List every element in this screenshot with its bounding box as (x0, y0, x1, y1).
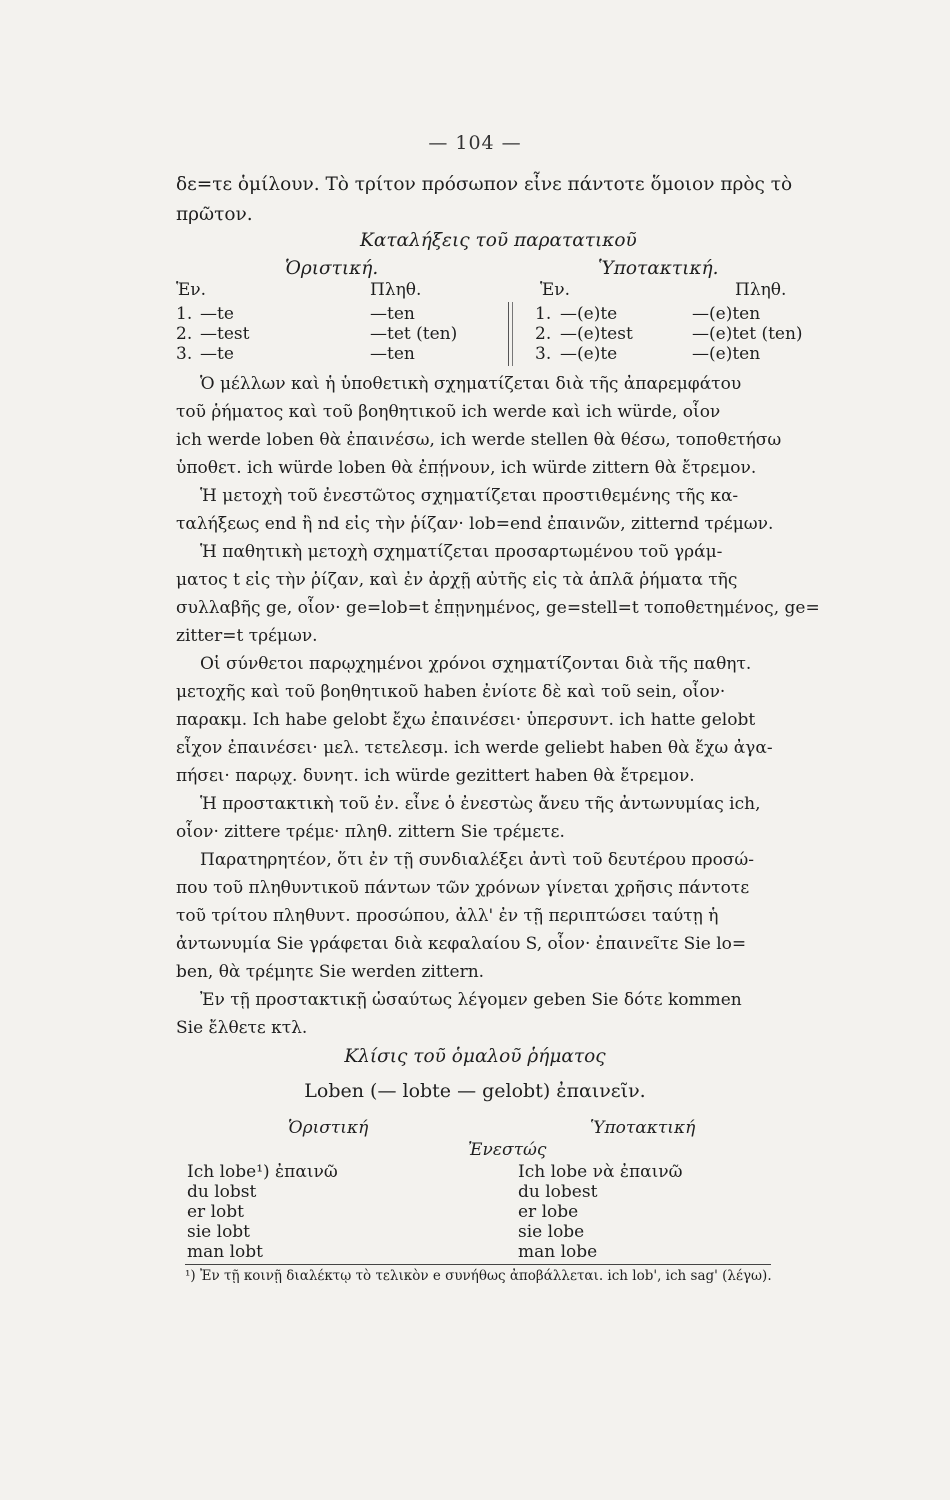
indicative-form: Ich lobe¹) ἐπαινῶ (187, 1162, 338, 1182)
row-number: 3. (176, 344, 193, 364)
body-text-line: ὑποθετ. ich würde loben θὰ ἐπῄνουν, ich würde zittern θὰ ἔτρεμον. (176, 458, 757, 478)
body-text-line: τοῦ τρίτου πληθυντ. προσώπου, ἀλλ' ἐν τῇ περιπτώσει ταύτῃ ἡ (176, 906, 719, 926)
row-number: 2. (535, 324, 552, 344)
body-text-line: Παρατηρητέον, ὅτι ἐν τῇ συνδιαλέξει ἀντὶ τοῦ δευτέρου προσώ- (200, 850, 755, 870)
column-head-singular: Ἑν. (540, 280, 571, 300)
body-text-line: Sie ἔλθετε κτλ. (176, 1018, 308, 1038)
ending-singular: —test (200, 324, 250, 344)
body-text-line: πήσει· παρῳχ. δυνητ. ich würde gezittert haben θὰ ἔτρεμον. (176, 766, 695, 786)
ending-plural: —(e)tet (ten) (692, 324, 803, 344)
indicative-form: sie lobt (187, 1222, 251, 1242)
body-text-line: ich werde loben θὰ ἐπαινέσω, ich werde stellen θὰ θέσω, τοποθετήσω (176, 430, 782, 450)
body-text-line: ben, θὰ τρέμητε Sie werden zittern. (176, 962, 485, 982)
ending-singular: —(e)te (560, 304, 618, 324)
ending-plural: —(e)ten (692, 304, 761, 324)
row-number: 1. (535, 304, 552, 324)
ending-plural: —tet (ten) (370, 324, 458, 344)
body-text-line: Ἡ προστακτικὴ τοῦ ἐν. εἶνε ὁ ἐνεστὼς ἄνευ τῆς ἀντωνυμίας ich, (200, 794, 761, 814)
subjunctive-form: er lobe (518, 1202, 579, 1222)
body-text-line: Ἐν τῇ προστακτικῇ ὡσαύτως λέγομεν geben Sie δότε kommen (200, 990, 742, 1010)
ending-plural: —ten (370, 304, 415, 324)
indicative-form: er lobt (187, 1202, 244, 1222)
ending-plural: —(e)ten (692, 344, 761, 364)
page-number: — 104 — (428, 132, 522, 154)
body-text-line: εἶχον ἐπαινέσει· μελ. τετελεσμ. ich werde geliebt haben θὰ ἔχω ἀγα- (176, 738, 773, 758)
subjunctive-form: sie lobe (518, 1222, 585, 1242)
column-head-plural: Πληθ. (735, 280, 787, 300)
subjunctive-form: du lobest (518, 1182, 598, 1202)
body-text-line: Οἱ σύνθετοι παρῳχημένοι χρόνοι σχηματίζονται διὰ τῆς παθητ. (200, 654, 752, 674)
body-text-line: παρακμ. Ich habe gelobt ἔχω ἐπαινέσει· ὑπερσυντ. ich hatte gelobt (176, 710, 756, 730)
column-head-plural: Πληθ. (370, 280, 422, 300)
body-text-line: Ἡ παθητικὴ μετοχὴ σχηματίζεται προσαρτωμένου τοῦ γράμ- (200, 542, 723, 562)
indicative-form: man lobt (187, 1242, 263, 1262)
subjunctive-form: man lobe (518, 1242, 598, 1262)
body-text-line: δε=τε ὁμίλουν. Τὸ τρίτον πρόσωπον εἶνε πάντοτε ὅμοιον πρὸς τὸ (176, 174, 793, 195)
table-head-indicative: Ὁριστική. (285, 258, 379, 279)
ending-plural: —ten (370, 344, 415, 364)
footnote: ¹) Ἐν τῇ κοινῇ διαλέκτῳ τὸ τελικὸν e συνήθως ἀποβάλλεται. ich lob', ich sag' (λέγω). (185, 1268, 772, 1284)
indicative-form: du lobst (187, 1182, 257, 1202)
body-text-line: τοῦ ῥήματος καὶ τοῦ βοηθητικοῦ ich werde καὶ ich würde, οἷον (176, 402, 721, 422)
ending-singular: —te (200, 304, 234, 324)
table-title: Καταλήξεις τοῦ παρατατικοῦ (360, 230, 637, 251)
ending-singular: —te (200, 344, 234, 364)
table-head-subjunctive: Ὑποτακτική. (598, 258, 719, 279)
conjugation-head-indicative: Ὁριστική (288, 1118, 369, 1138)
body-text-line: οἷον· zittere τρέμε· πληθ. zittern Sie τρέμετε. (176, 822, 565, 842)
row-number: 3. (535, 344, 552, 364)
body-text-line: ματος t εἰς τὴν ῥίζαν, καὶ ἐν ἀρχῇ αὐτῆς εἰς τὰ ἁπλᾶ ῥήματα τῆς (176, 570, 738, 590)
conjugation-title: Κλίσις τοῦ ὁμαλοῦ ῥήματος (344, 1046, 606, 1067)
body-text-line: ἀντωνυμία Sie γράφεται διὰ κεφαλαίου S, οἷον· ἐπαινεῖτε Sie lo= (176, 934, 747, 954)
body-text-line: μετοχῆς καὶ τοῦ βοηθητικοῦ haben ἐνίοτε δὲ καὶ τοῦ sein, οἷον· (176, 682, 726, 702)
conjugation-head-subjunctive: Ὑποτακτική (590, 1118, 696, 1138)
footnote-rule (185, 1264, 771, 1265)
ending-singular: —(e)te (560, 344, 618, 364)
body-text-line: Ὁ μέλλων καὶ ἡ ὑποθετικὴ σχηματίζεται διὰ τῆς ἀπαρεμφάτου (200, 374, 742, 394)
body-text-line: που τοῦ πληθυντικοῦ πάντων τῶν χρόνων γίνεται χρῆσις πάντοτε (176, 878, 750, 898)
ending-singular: —(e)test (560, 324, 633, 344)
tense-label: Ἐνεστώς (468, 1140, 547, 1160)
subjunctive-form: Ich lobe νὰ ἐπαινῶ (518, 1162, 683, 1182)
body-text-line: Ἡ μετοχὴ τοῦ ἐνεστῶτος σχηματίζεται προστιθεμένης τῆς κα- (200, 486, 739, 506)
table-divider (508, 302, 509, 366)
table-divider (512, 302, 513, 366)
body-text-line: συλλαβῆς ge, οἷον· ge=lob=t ἐπῃνημένος, ge=stell=t τοποθετημένος, ge= (176, 598, 820, 618)
body-text-line: zitter=t τρέμων. (176, 626, 318, 646)
body-text-line: πρῶτον. (176, 204, 253, 225)
body-text-line: ταλήξεως end ἢ nd εἰς τὴν ῥίζαν· lob=end ἐπαινῶν, zitternd τρέμων. (176, 514, 774, 534)
column-head-singular: Ἑν. (176, 280, 207, 300)
row-number: 2. (176, 324, 193, 344)
conjugation-verb: Loben (— lobte — gelobt) ἐπαινεῖν. (304, 1080, 646, 1102)
row-number: 1. (176, 304, 193, 324)
